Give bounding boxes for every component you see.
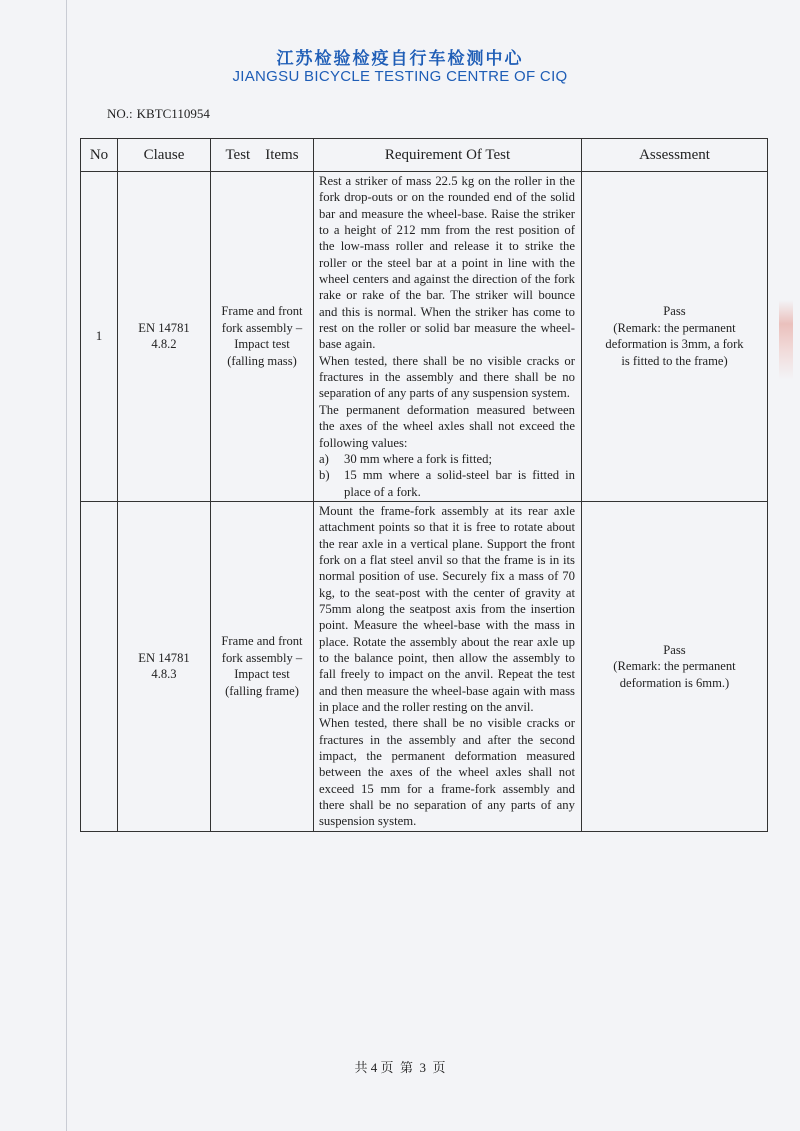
assessment-line: (Remark: the permanent: [613, 320, 736, 335]
header-requirement: Requirement Of Test: [314, 139, 582, 172]
assessment-line: Pass: [663, 304, 686, 319]
cell-requirement: [314, 172, 582, 502]
list-text: 15 mm where a solid-steel bar is fitted in place of a fork.: [344, 468, 575, 499]
scan-edge-line: [66, 0, 67, 1131]
report-number-label: NO.:: [107, 106, 133, 121]
clause-line: EN 14781: [138, 320, 190, 335]
cell-clause: [118, 172, 211, 502]
header-test-items: Test Items: [211, 139, 314, 172]
cell-test-items: [211, 172, 314, 502]
cell-assessment: [582, 172, 768, 502]
requirement-list: [319, 451, 575, 500]
list-marker: a): [319, 451, 329, 466]
cell-no: 1: [81, 172, 118, 502]
list-marker: b): [319, 468, 330, 483]
cell-assessment: [582, 501, 768, 831]
table-header-row: [81, 139, 768, 172]
seal-stamp-edge: [779, 300, 793, 380]
requirement-list-item: [319, 451, 575, 467]
requirement-paragraph: Mount the frame-fork assembly at its rear axle attachment points so that it is free to rotate about the rear axle in a vertical plane. Support the front fork on a flat steel anvil so that the frame is in its normal position of use. Securely fix a mass of 70 kg, to the seat-post with the center of gravity at 75mm along the seatpost axis from the insertion point. Measure the wheel-base with the mass in place. Rotate the assembly about the rear axle up to the balance point, then allow the assembly to fall freely to impact on the anvil. Repeat the test and then measure the wheel-base again with mass in place and the roller resting on the anvil.: [319, 503, 575, 714]
clause-line: 4.8.3: [151, 667, 177, 682]
test-item-line: Frame and front: [221, 304, 303, 319]
requirement-paragraph: Rest a striker of mass 22.5 kg on the roller in the fork drop-outs or on the rounded end of the solid bar and measure the wheel-base. Raise the striker to a height of 212 mm from the rest position of the low-mass roller and release it to strike the roller or the steel bar at a point in line with the wheel centers and against the direction of the fork rake or rake of the bar. The striker will bounce and this is normal. When the striker has come to rest on the roller or solid bar measure the wheel-base again.: [319, 174, 575, 352]
cell-clause: [118, 501, 211, 831]
test-item-line: Frame and front: [221, 634, 303, 649]
header-clause: Clause: [118, 139, 211, 172]
test-item-line: Impact test: [234, 667, 290, 682]
report-number: [107, 106, 210, 122]
test-item-line: (falling frame): [225, 683, 299, 698]
requirement-paragraph: When tested, there shall be no visible cracks or fractures in the assembly and there shall be no separation of any parts of any suspension system.: [319, 353, 575, 401]
assessment-line: Pass: [663, 642, 686, 657]
assessment-line: is fitted to the frame): [621, 353, 728, 368]
clause-line: EN 14781: [138, 650, 190, 665]
list-text: 30 mm where a fork is fitted;: [344, 451, 492, 466]
test-results-table: [80, 138, 768, 832]
requirement-list-item: [319, 467, 575, 500]
requirement-paragraph: When tested, there shall be no visible cracks or fractures in the assembly and after the second impact, the permanent deformation measured between the axes of the wheel axles shall not exceed 15 mm for a frame-fork assembly and there shall be no separation of any parts of any suspension system.: [319, 716, 575, 829]
cell-test-items: [211, 501, 314, 831]
cell-requirement: [314, 501, 582, 831]
test-item-line: fork assembly –: [221, 650, 303, 665]
table-row: [81, 501, 768, 831]
report-number-value: KBTC110954: [136, 106, 210, 121]
test-item-line: Impact test: [234, 337, 290, 352]
header-title-english: JIANGSU BICYCLE TESTING CENTRE OF CIQ: [232, 68, 568, 85]
page-footer: 共 4 页 第 3 页: [354, 1060, 446, 1075]
header-no: No: [81, 139, 118, 172]
cell-no: [81, 501, 118, 831]
table-row: [81, 172, 768, 502]
requirement-paragraph: The permanent deformation measured between the axes of the wheel axles shall not exceed the following values:: [319, 402, 575, 450]
header-assessment: Assessment: [582, 139, 768, 172]
clause-line: 4.8.2: [151, 337, 177, 352]
test-item-line: (falling mass): [227, 353, 297, 368]
header-title-chinese: 江苏检验检疫自行车检测中心: [276, 49, 524, 69]
assessment-line: (Remark: the permanent: [613, 659, 736, 674]
test-item-line: fork assembly –: [221, 320, 303, 335]
assessment-line: deformation is 3mm, a fork: [605, 337, 744, 352]
assessment-line: deformation is 6mm.): [619, 675, 730, 690]
